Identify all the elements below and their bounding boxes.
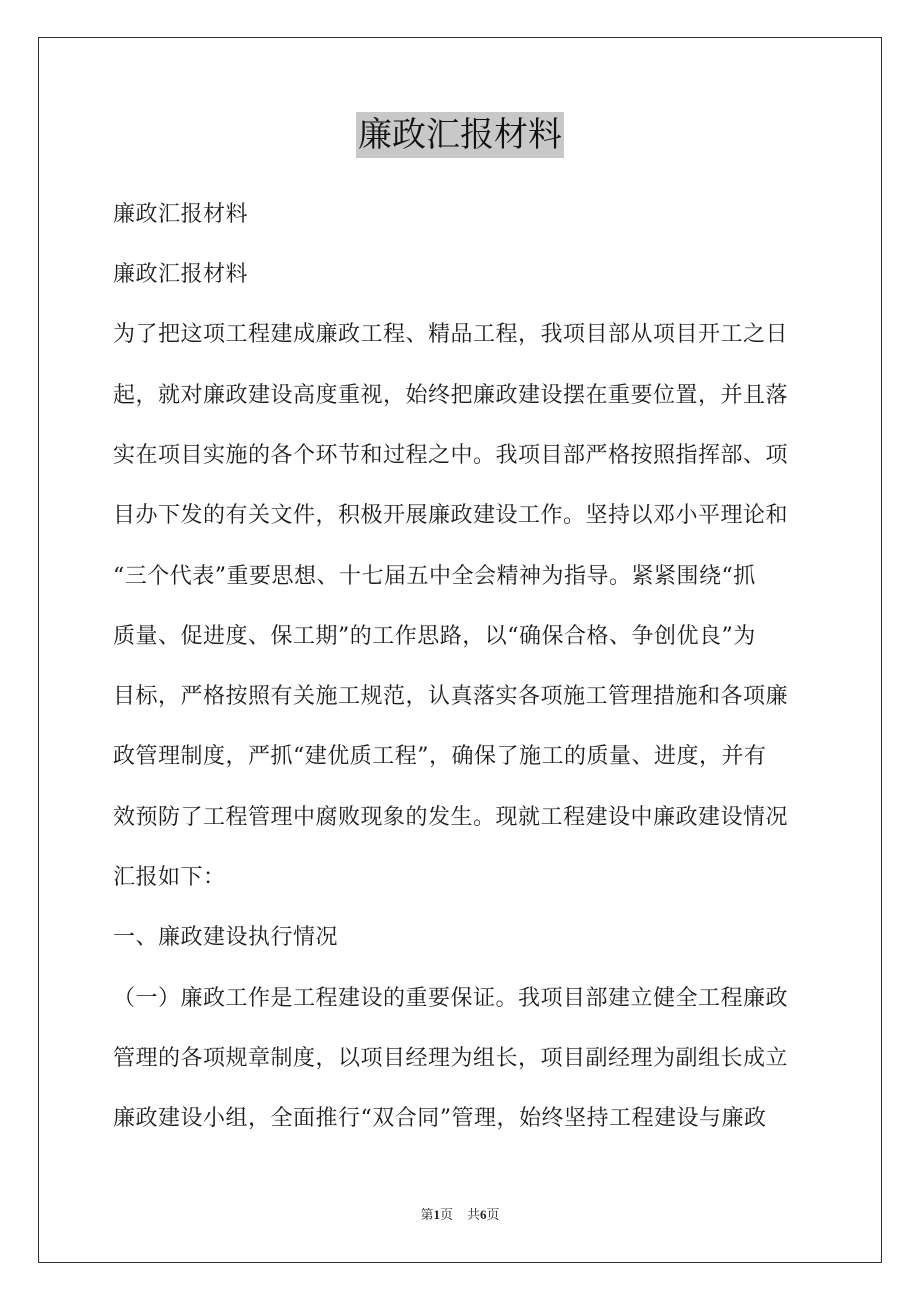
- body-line: 起，就对廉政建设高度重视，始终把廉政建设摆在重要位置，并且落: [113, 383, 789, 408]
- title-container: [0, 112, 920, 158]
- section-line: 廉政建设小组，全面推行“双合同”管理，始终坚持工程建设与廉政: [113, 1106, 767, 1131]
- body-line: 政管理制度，严抓“建优质工程”，确保了施工的质量、进度，并有: [113, 744, 767, 769]
- section-line: （一）廉政工作是工程建设的重要保证。我项目部建立健全工程廉政: [113, 986, 789, 1011]
- subtitle-line: 廉政汇报材料: [113, 202, 249, 227]
- body-line: 实在项目实施的各个环节和过程之中。我项目部严格按照指挥部、项: [113, 443, 789, 468]
- footer-total-pages: 6: [480, 1207, 487, 1222]
- section-line: 管理的各项规章制度，以项目经理为组长，项目副经理为副组长成立: [113, 1046, 789, 1071]
- body-line: 为了把这项工程建成廉政工程、精品工程，我项目部从项目开工之日: [113, 322, 789, 347]
- footer-total-suffix: 页: [486, 1207, 500, 1222]
- body-line: 汇报如下：: [113, 865, 226, 890]
- body-line: 质量、促进度、保工期”的工作思路，以“确保合格、争创优良”为: [113, 624, 756, 649]
- body-line: 效预防了工程管理中腐败现象的发生。现就工程建设中廉政建设情况: [113, 805, 789, 830]
- footer-page-prefix: 第: [420, 1207, 434, 1222]
- body-line: 目办下发的有关文件，积极开展廉政建设工作。坚持以邓小平理论和: [113, 503, 789, 528]
- document-title: 廉政汇报材料: [356, 112, 564, 158]
- section-heading: 一、廉政建设执行情况: [113, 925, 339, 950]
- footer-page-number: 1: [433, 1207, 440, 1222]
- subtitle-line: 廉政汇报材料: [113, 262, 249, 287]
- body-line: 目标，严格按照有关施工规范，认真落实各项施工管理措施和各项廉: [113, 684, 789, 709]
- page-footer: [0, 1206, 920, 1224]
- footer-total-prefix: 共: [467, 1207, 481, 1222]
- body-line: “三个代表”重要思想、十七届五中全会精神为指导。紧紧围绕“抓: [113, 564, 756, 589]
- footer-page-suffix: 页: [439, 1207, 453, 1222]
